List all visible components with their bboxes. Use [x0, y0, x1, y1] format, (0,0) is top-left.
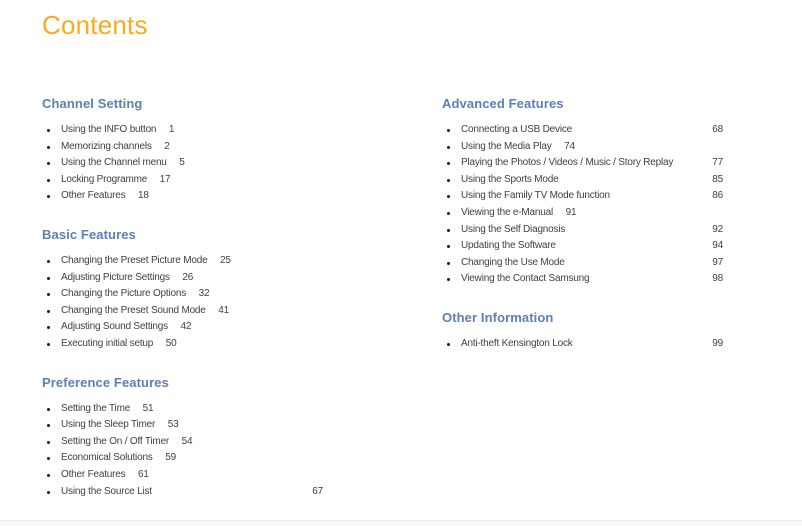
toc-entry[interactable]: [442, 238, 723, 255]
toc-entry-page-number: 98: [712, 273, 723, 285]
toc-entry[interactable]: [42, 417, 323, 434]
toc-item-list: [42, 401, 323, 501]
bullet-icon: [47, 441, 50, 444]
toc-entry-page-number: 91: [565, 206, 577, 218]
toc-item-list: [42, 122, 323, 205]
toc-entry-page-number: 1: [168, 124, 175, 135]
toc-entry-label: Adjusting Sound Settings: [61, 321, 168, 333]
bullet-icon: [47, 310, 50, 313]
toc-section-heading: Advanced Features: [442, 96, 564, 111]
toc-section: [42, 227, 323, 353]
bullet-icon: [447, 129, 450, 132]
toc-entry[interactable]: [42, 172, 323, 189]
toc-entry-page-number: 59: [165, 452, 176, 464]
toc-entry[interactable]: [42, 155, 323, 172]
bullet-icon: [447, 278, 450, 281]
toc-section-heading: Channel Setting: [42, 96, 143, 111]
toc-entry-page-number: 99: [712, 337, 723, 349]
toc-entry-label: Using the Self Diagnosis: [461, 223, 566, 235]
bullet-icon: [447, 245, 450, 248]
toc-section-heading: Other Information: [442, 309, 554, 325]
toc-entry-page-number: 85: [712, 173, 723, 185]
bullet-icon: [47, 326, 50, 329]
toc-entry-page-number: 42: [180, 321, 192, 333]
bullet-icon: [47, 424, 50, 427]
toc-entry-page-number: 2: [164, 140, 170, 152]
toc-entry-page-number: 61: [138, 468, 149, 480]
toc-entry-label: Using the Sports Mode: [461, 173, 559, 185]
toc-entry[interactable]: [42, 450, 323, 467]
toc-entry-label: Memorizing channels: [61, 140, 152, 152]
toc-entry-page-number: 50: [165, 337, 177, 349]
toc-entry[interactable]: [442, 139, 723, 156]
toc-entry[interactable]: [42, 303, 323, 320]
bullet-icon: [447, 212, 450, 215]
toc-entry-page-number: 25: [220, 254, 231, 266]
toc-item-list: [442, 122, 723, 288]
toc-entry-label: Locking Programme: [61, 173, 148, 185]
toc-section: [42, 375, 323, 501]
toc-entry-label: Viewing the e-Manual: [461, 206, 553, 218]
bullet-icon: [47, 277, 50, 280]
toc-item-list: [42, 253, 323, 353]
toc-entry-label: Viewing the Contact Samsung: [461, 273, 590, 285]
toc-entry[interactable]: [42, 434, 323, 451]
toc-entry-page-number: 5: [179, 157, 185, 169]
toc-entry-label: Using the Sleep Timer: [61, 419, 156, 431]
toc-section: [442, 96, 723, 288]
toc-entry-label: Using the INFO button: [61, 124, 157, 135]
toc-entry-label: Executing initial setup: [61, 337, 154, 349]
toc-entry[interactable]: [442, 205, 723, 222]
bullet-icon: [447, 343, 450, 346]
toc-entry-page-number: 97: [712, 256, 723, 268]
toc-entry-label: Connecting a USB Device: [461, 124, 573, 135]
bullet-icon: [447, 179, 450, 182]
toc-entry-page-number: 68: [712, 124, 723, 135]
toc-entry[interactable]: [42, 484, 323, 501]
toc-entry-page-number: 92: [712, 223, 723, 235]
toc-entry[interactable]: [442, 155, 723, 172]
toc-entry-label: Changing the Preset Sound Mode: [61, 304, 206, 316]
toc-entry[interactable]: [442, 271, 723, 288]
toc-entry-page-number: 26: [182, 271, 194, 283]
toc-entry[interactable]: [442, 122, 723, 139]
toc-entry[interactable]: [42, 122, 323, 139]
bullet-icon: [447, 146, 450, 149]
toc-entry[interactable]: [442, 222, 723, 239]
toc-entry-page-number: 54: [181, 435, 193, 447]
bullet-icon: [447, 195, 450, 198]
toc-entry[interactable]: [42, 270, 323, 287]
toc-entry-page-number: 67: [312, 485, 323, 497]
toc-entry[interactable]: [42, 319, 323, 336]
toc-entry-label: Playing the Photos / Videos / Music / Story Replay: [461, 157, 674, 169]
bullet-icon: [447, 162, 450, 165]
toc-entry[interactable]: [42, 139, 323, 156]
toc-entry-label: Changing the Picture Options: [61, 288, 187, 300]
toc-entry-page-number: 18: [138, 190, 149, 202]
bullet-icon: [47, 343, 50, 346]
toc-entry-label: Anti-theft Kensington Lock: [461, 337, 573, 349]
bullet-icon: [47, 408, 50, 411]
toc-entry-page-number: 41: [218, 304, 229, 316]
toc-section: [42, 96, 323, 205]
toc-entry-label: Changing the Preset Picture Mode: [61, 254, 208, 266]
toc-entry-page-number: 77: [712, 157, 723, 169]
toc-entry-label: Changing the Use Mode: [461, 256, 565, 268]
toc-entry-label: Setting the Time: [61, 402, 131, 414]
toc-section: [442, 310, 723, 353]
toc-entry[interactable]: [442, 172, 723, 189]
toc-entry-page-number: 32: [198, 288, 210, 300]
toc-entry-page-number: 51: [142, 402, 154, 414]
toc-entry-label: Other Features: [61, 190, 126, 202]
bullet-icon: [47, 260, 50, 263]
toc-entry-label: Updating the Software: [461, 240, 556, 252]
page-title: Contents: [42, 10, 148, 40]
bullet-icon: [47, 195, 50, 198]
toc-entry-label: Using the Channel menu: [61, 157, 167, 169]
bullet-icon: [447, 229, 450, 232]
toc-entry[interactable]: [442, 336, 723, 353]
toc-entry[interactable]: [42, 336, 323, 353]
bullet-icon: [47, 474, 50, 477]
bullet-icon: [447, 262, 450, 265]
toc-entry-page-number: 17: [159, 173, 171, 185]
toc-entry-page-number: 86: [712, 190, 723, 202]
bullet-icon: [47, 179, 50, 182]
bullet-icon: [47, 293, 50, 296]
toc-entry-page-number: 53: [167, 419, 179, 431]
toc-entry[interactable]: [42, 467, 323, 484]
toc-entry[interactable]: [42, 188, 323, 205]
toc-entry-page-number: 94: [712, 240, 723, 252]
bullet-icon: [47, 162, 50, 165]
toc-entry[interactable]: [442, 188, 723, 205]
toc-entry-page-number: 74: [564, 140, 575, 152]
bullet-icon: [47, 129, 50, 132]
toc-section-heading: Preference Features: [42, 374, 169, 390]
bullet-icon: [47, 491, 50, 494]
toc-entry[interactable]: [442, 255, 723, 272]
toc-entry[interactable]: [42, 253, 323, 270]
toc-entry-label: Using the Source List: [61, 485, 152, 497]
bullet-icon: [47, 457, 50, 460]
toc-column-left: [42, 96, 323, 522]
toc-entry-label: Other Features: [61, 468, 126, 480]
toc-entry-label: Adjusting Picture Settings: [61, 271, 170, 283]
toc-entry-label: Using the Media Play: [461, 140, 552, 152]
toc-entry[interactable]: [42, 401, 323, 418]
toc-entry-label: Economical Solutions: [61, 452, 153, 464]
toc-column-right: [442, 96, 723, 375]
toc-entry[interactable]: [42, 286, 323, 303]
bullet-icon: [47, 146, 50, 149]
toc-entry-label: Using the Family TV Mode function: [461, 190, 610, 202]
toc-item-list: [442, 336, 723, 353]
page-bottom-edge: [0, 520, 802, 526]
toc-entry-label: Setting the On / Off Timer: [61, 435, 169, 447]
toc-section-heading: Basic Features: [42, 226, 136, 242]
